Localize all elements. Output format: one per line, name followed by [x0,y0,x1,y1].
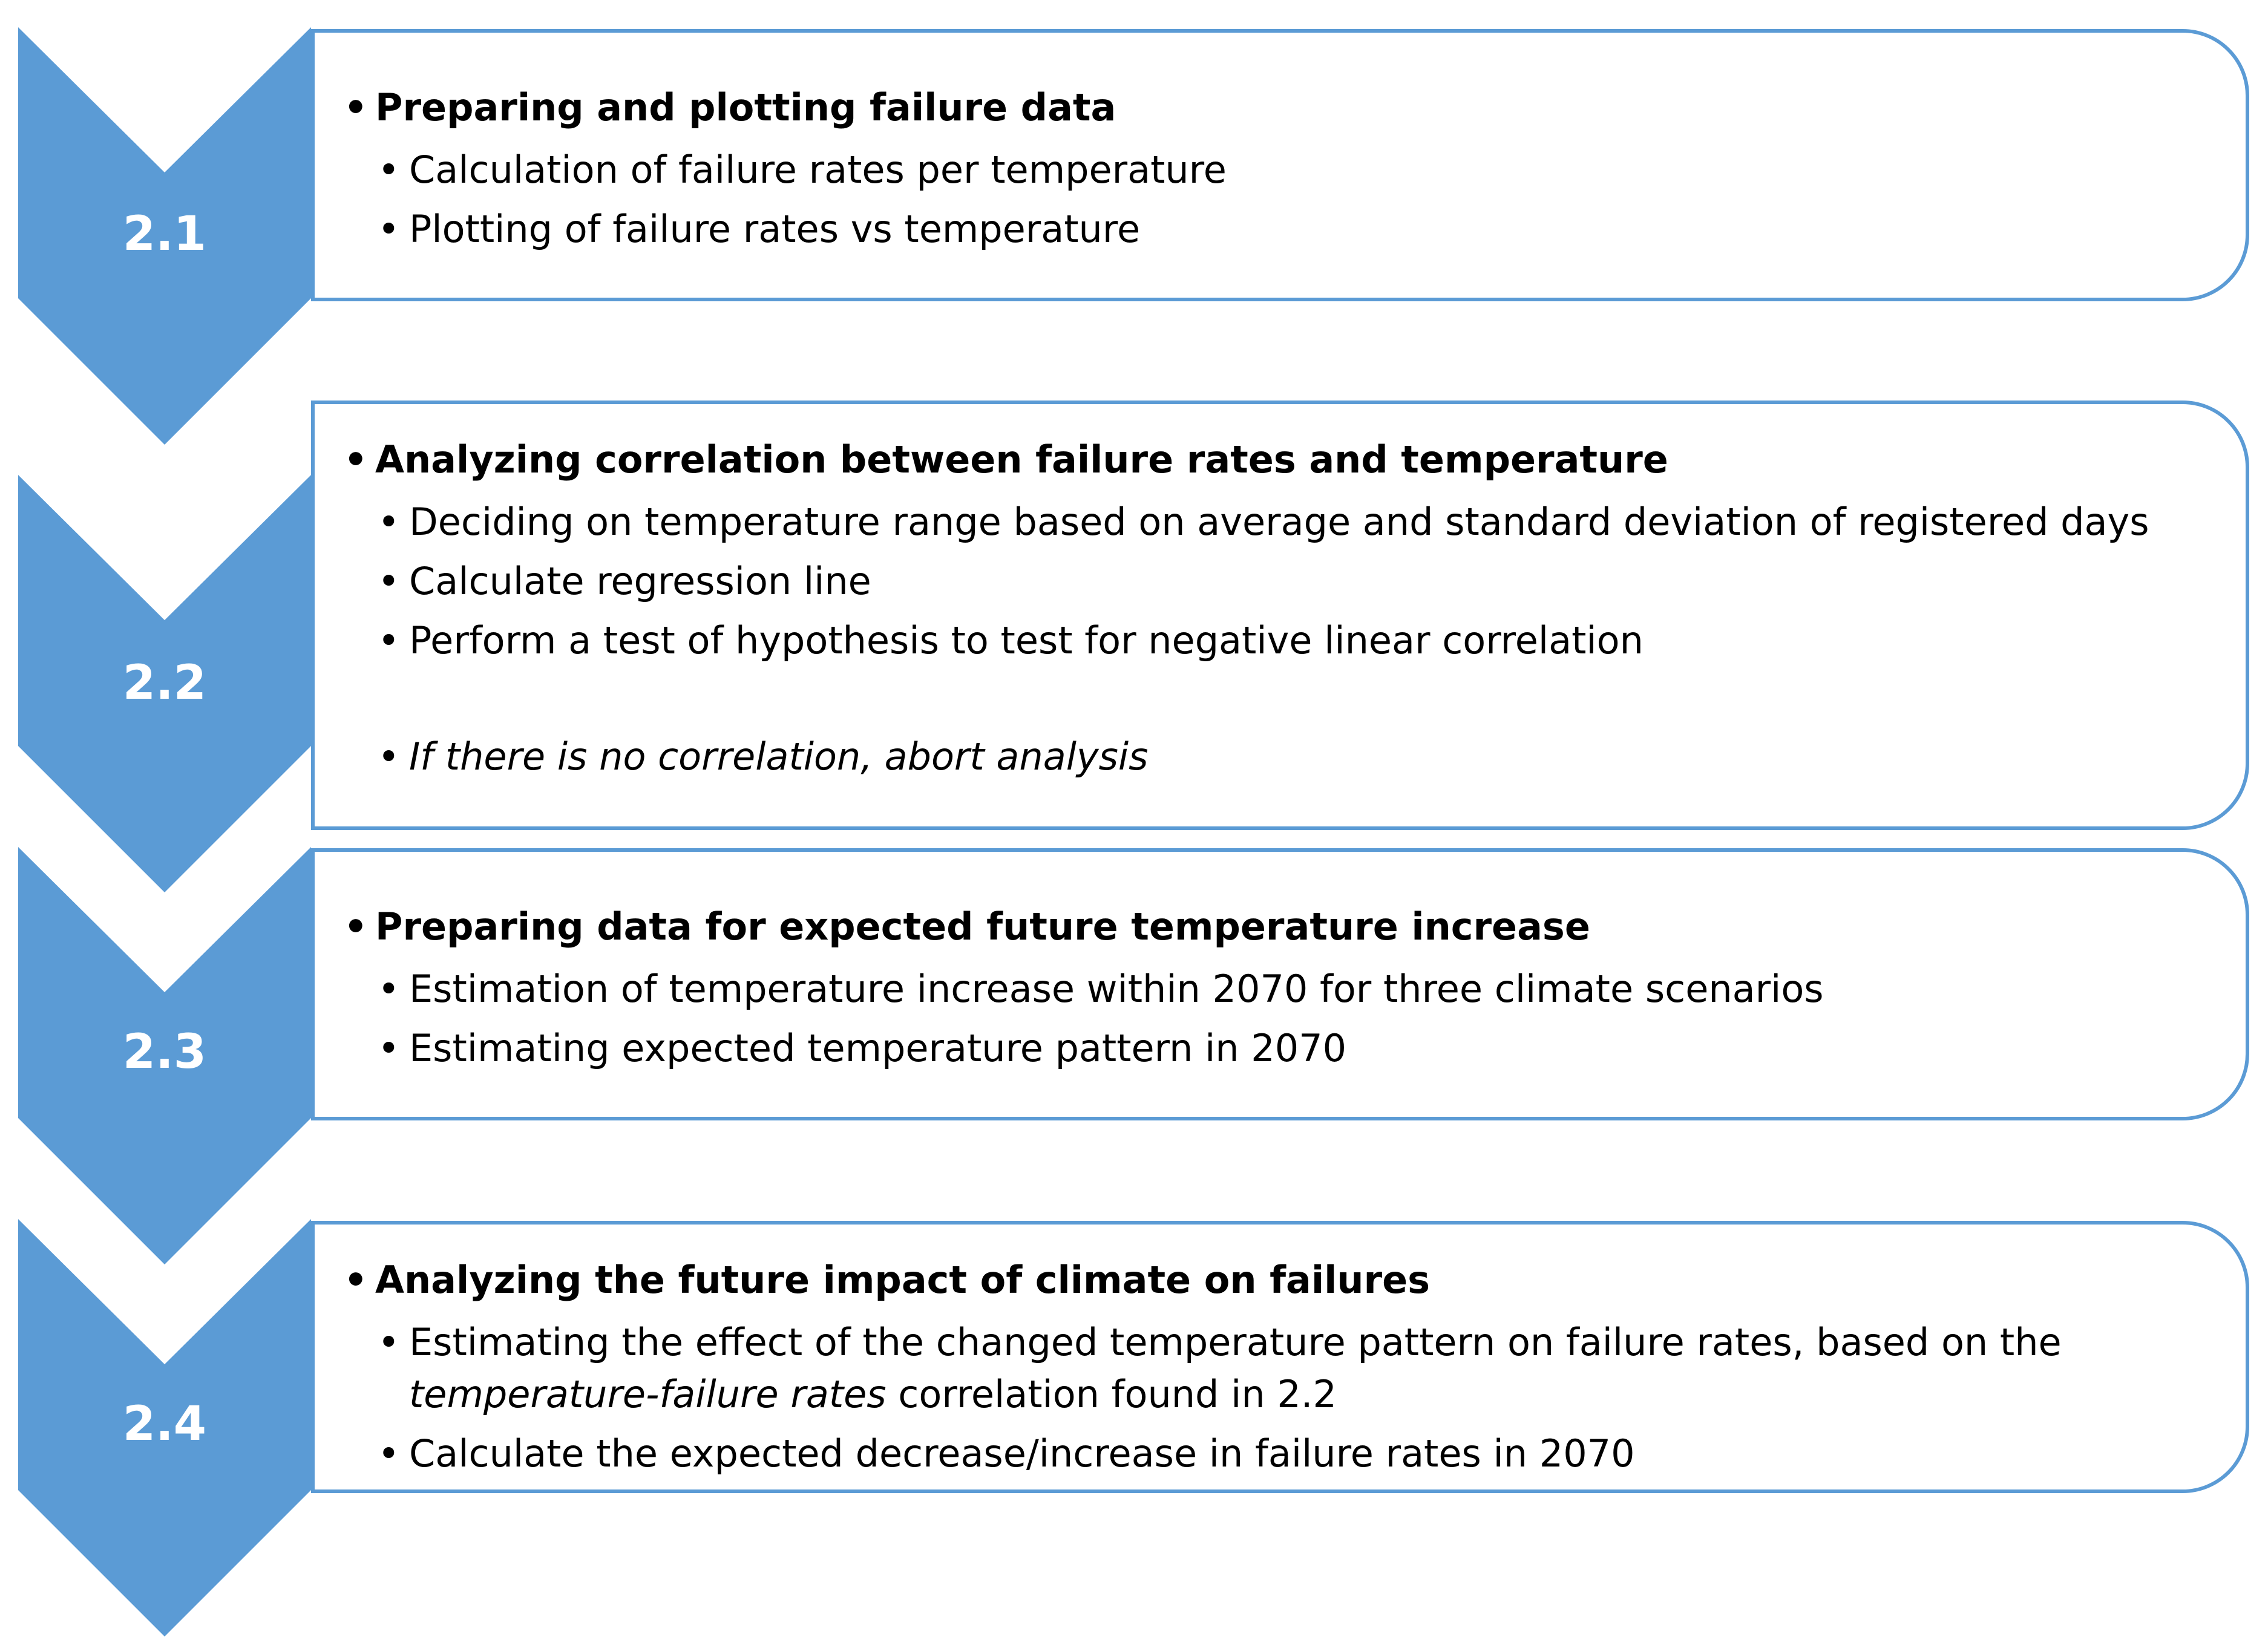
step-item-emphasis: temperature-failure rates [409,1372,887,1416]
step-box-2-1 [311,29,2249,301]
step-box-2-2 [311,401,2249,830]
step-item: • Estimating expected temperature pattern in 2070 [344,1022,2209,1074]
step-item-text: Estimating the effect of the changed temperature pattern on failure rates, based on the [409,1320,2062,1364]
step-heading-2-1: • Preparing and plotting failure data [344,79,2209,137]
step-box-2-4 [311,1221,2249,1493]
step-item: • Deciding on temperature range based on average and standard deviation of registered days [344,496,2209,548]
step-item: • Estimation of temperature increase within 2070 for three climate scenarios [344,963,2209,1015]
step-label-2-3: 2.3 [122,1025,207,1079]
step-heading-2-2: • Analyzing correlation between failure rates and temperature [344,431,2209,489]
step-label-2-4: 2.4 [122,1397,207,1451]
step-label-2-2: 2.2 [122,656,207,710]
step-item: • Calculate the expected decrease/increase in failure rates in 2070 [344,1428,2209,1480]
step-item: • If there is no correlation, abort analysis [344,731,2209,783]
step-item [344,1316,2209,1421]
step-item: • Calculate regression line [344,555,2209,607]
step-heading-2-4: • Analyzing the future impact of climate on failures [344,1251,2209,1309]
step-item-text: correlation found in 2.2 [886,1372,1337,1416]
step-item: • Calculation of failure rates per temperature [344,144,2209,196]
step-box-2-3 [311,848,2249,1120]
step-label-2-1: 2.1 [122,207,207,261]
step-item: • Perform a test of hypothesis to test for negative linear correlation [344,615,2209,667]
step-item: • Plotting of failure rates vs temperature [344,203,2209,255]
step-heading-2-3: • Preparing data for expected future temperature increase [344,898,2209,956]
